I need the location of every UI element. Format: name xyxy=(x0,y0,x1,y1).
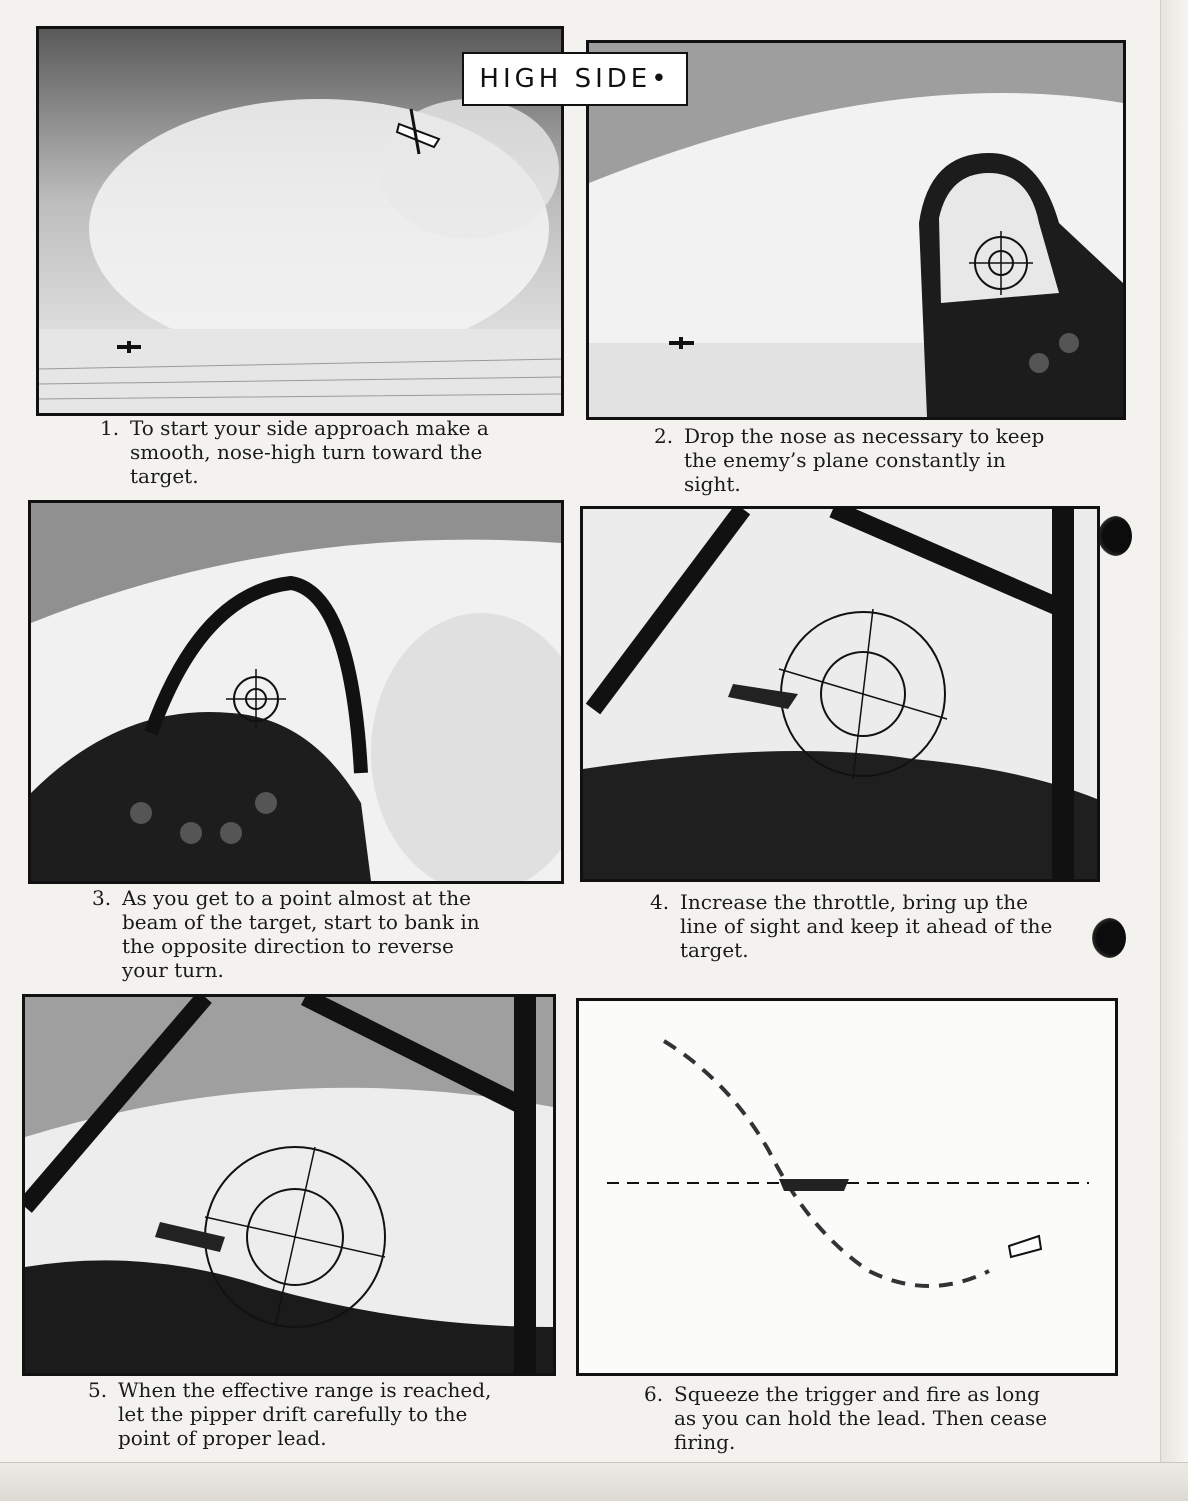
step-number-3: 3. xyxy=(92,886,112,910)
panel-3-illustration xyxy=(28,500,564,884)
step-number-4: 4. xyxy=(650,890,670,914)
panel-4-illustration xyxy=(580,506,1100,882)
page-title: HIGH SIDE• xyxy=(462,52,688,106)
step-text-1: To start your side approach make a smooth, nose-high turn toward the target. xyxy=(130,416,489,488)
step-number-5: 5. xyxy=(88,1378,108,1402)
step-text-5: When the effective range is reached, let the pipper drift carefully to the point of proper lead. xyxy=(118,1378,492,1450)
step-caption-4 xyxy=(650,890,1062,964)
panel-5-illustration xyxy=(22,994,556,1376)
panel-6-illustration xyxy=(576,998,1118,1376)
step-number-2: 2. xyxy=(654,424,674,448)
binder-hole-upper xyxy=(1098,516,1132,556)
step-caption-6 xyxy=(644,1382,1050,1456)
step-caption-3 xyxy=(92,886,502,984)
step-caption-5 xyxy=(88,1378,498,1452)
page-right-edge xyxy=(1160,0,1188,1500)
step-number-1: 1. xyxy=(100,416,120,440)
step-number-6: 6. xyxy=(644,1382,664,1406)
step-text-4: Increase the throttle, bring up the line of sight and keep it ahead of the target. xyxy=(680,890,1053,962)
step-text-2: Drop the nose as necessary to keep the enemy’s plane constantly in sight. xyxy=(684,424,1045,496)
step-caption-1 xyxy=(100,416,500,490)
step-text-6: Squeeze the trigger and fire as long as you can hold the lead. Then cease firing. xyxy=(674,1382,1048,1454)
page-bottom-edge xyxy=(0,1462,1188,1501)
binder-hole-lower xyxy=(1092,918,1126,958)
step-caption-2 xyxy=(654,424,1054,498)
step-text-3: As you get to a point almost at the beam of the target, start to bank in the opposite direction to reverse your turn. xyxy=(122,886,480,982)
